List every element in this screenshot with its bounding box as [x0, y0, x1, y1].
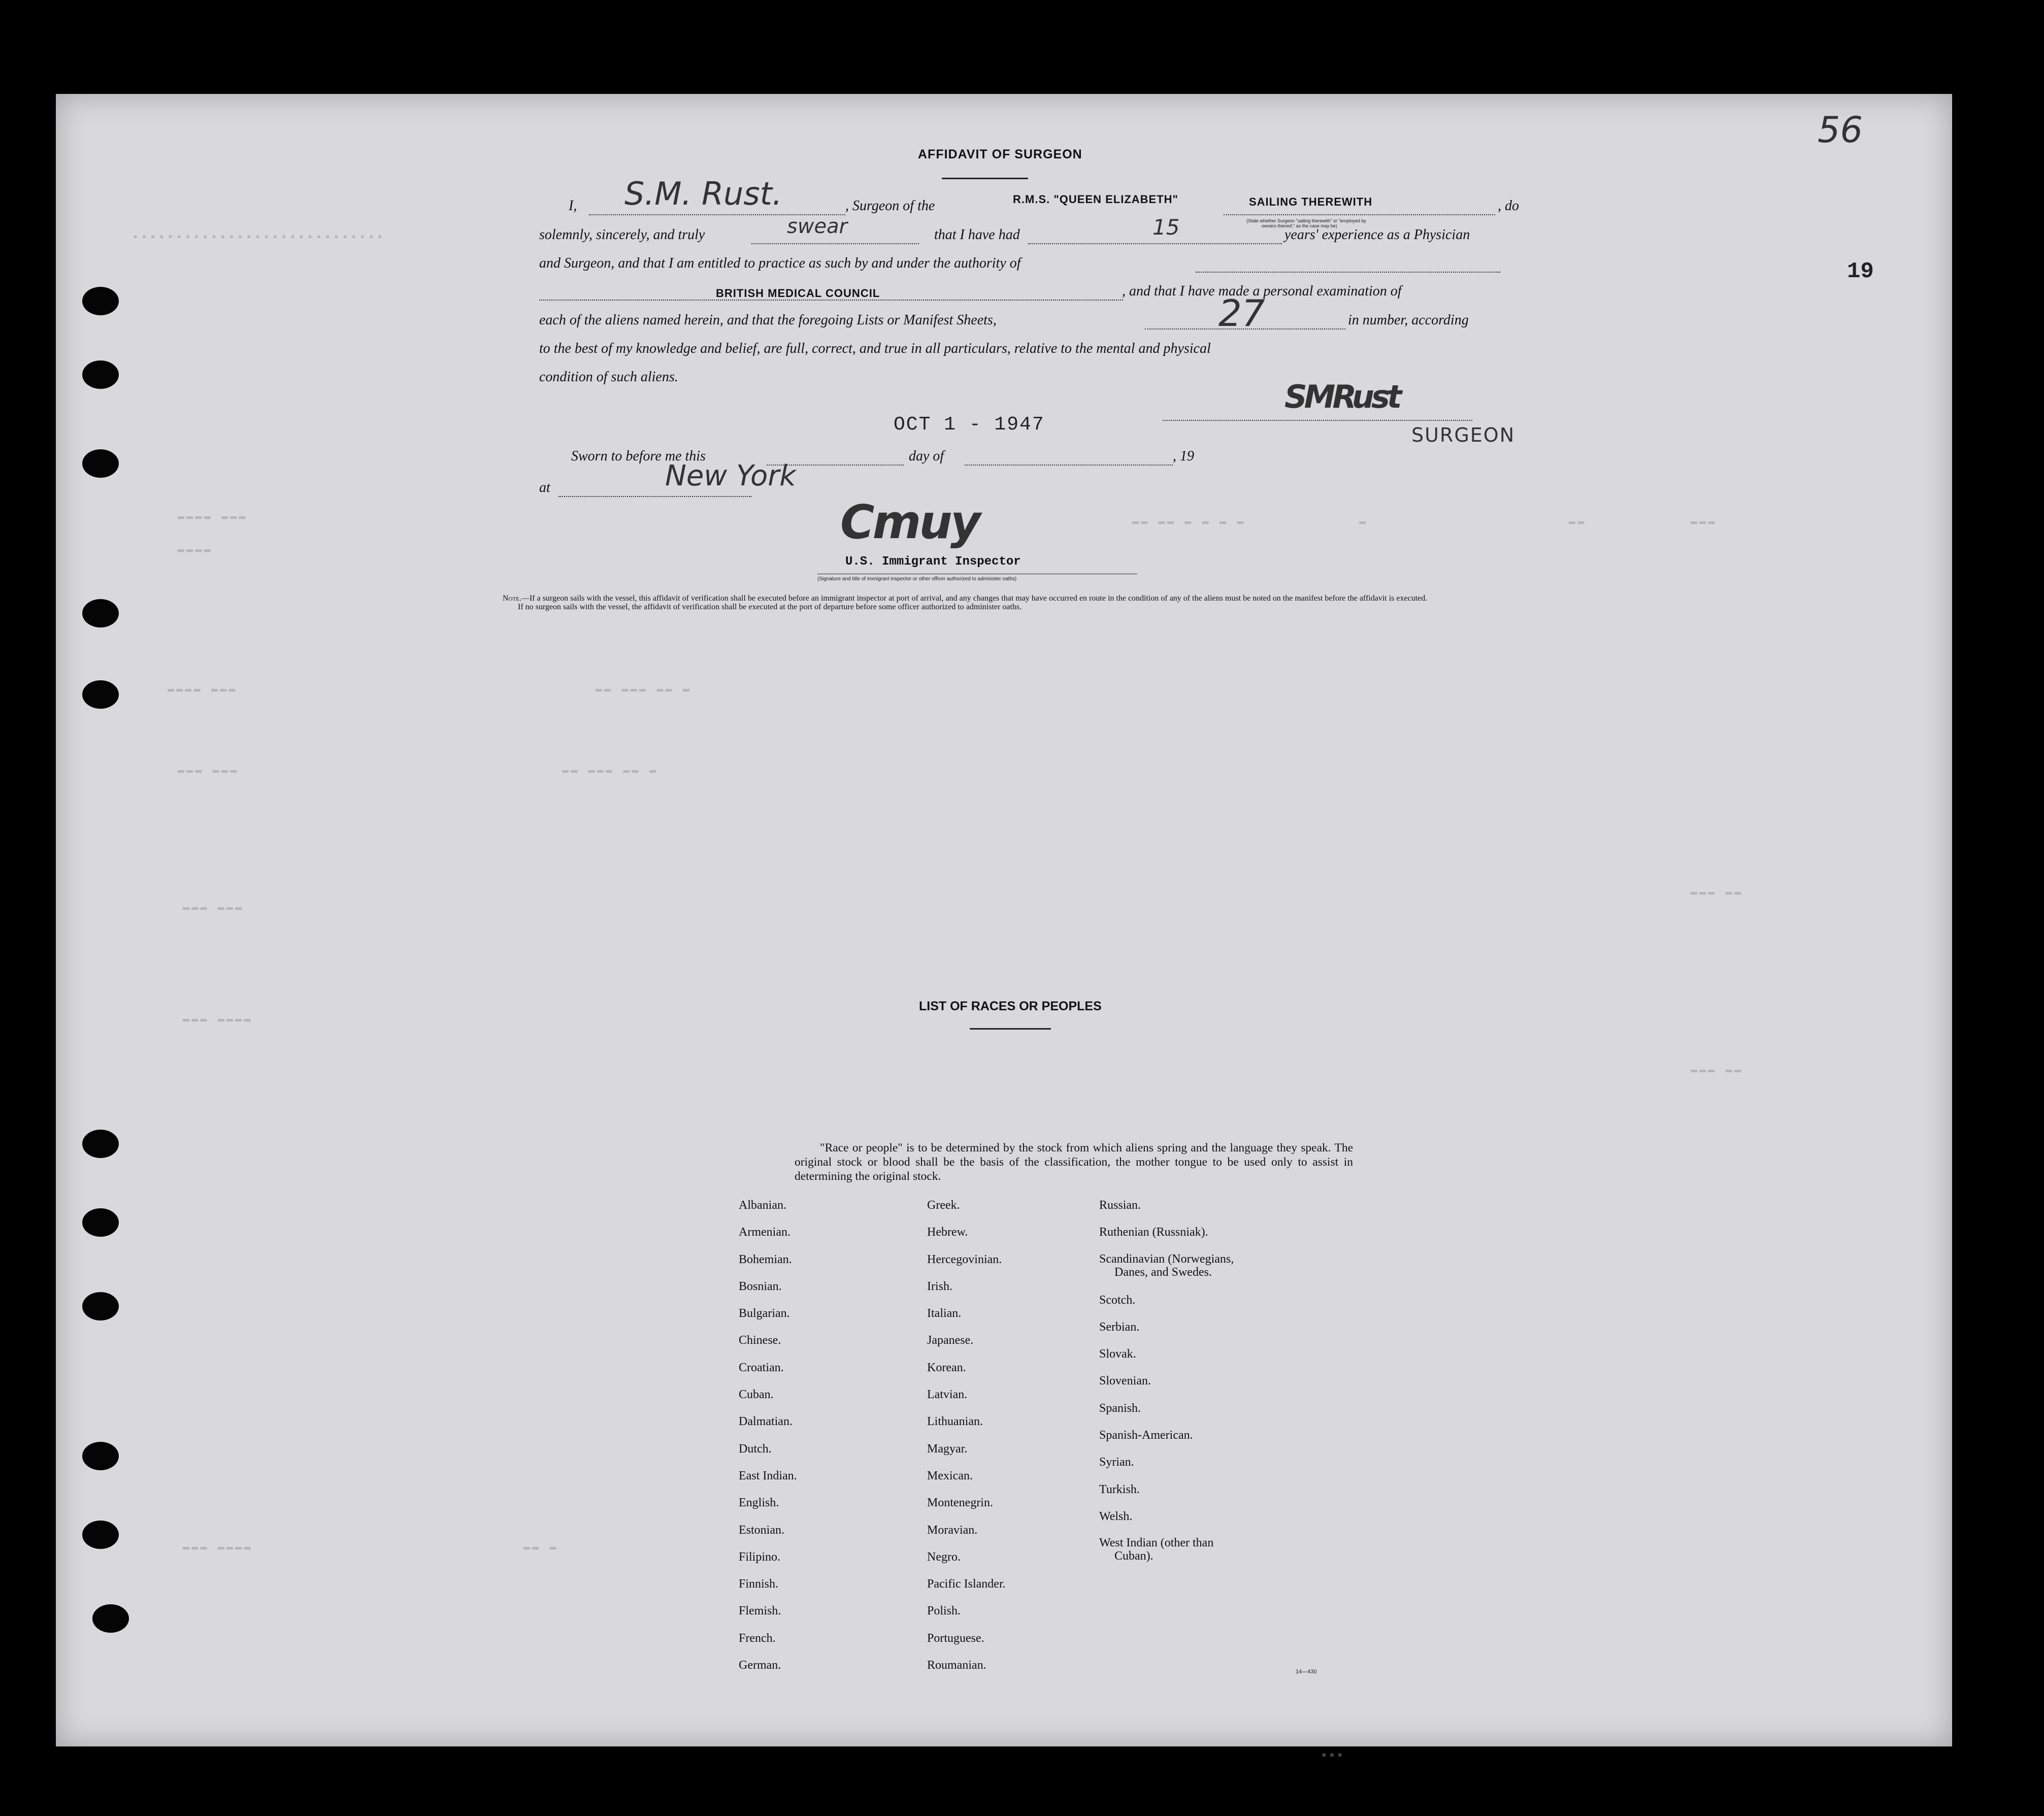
race-item: Dutch.: [739, 1442, 772, 1456]
race-item: Turkish.: [1099, 1482, 1140, 1496]
line1-surgeon-of: , Surgeon of the: [845, 198, 935, 214]
races-column-1: [739, 1198, 797, 1685]
sworn-start: Sworn to before me this: [571, 448, 706, 464]
race-item: Pacific Islander.: [927, 1577, 1006, 1591]
surgeon-signature-line: [1163, 420, 1472, 421]
race-item: Spanish-American.: [1099, 1429, 1193, 1442]
races-column-2: [927, 1198, 1006, 1685]
race-item: Cuban.: [739, 1388, 774, 1402]
punch-hole: [82, 1521, 119, 1549]
race-item-line: Cuban).: [1114, 1549, 1153, 1563]
race-item: Lithuanian.: [927, 1415, 983, 1429]
race-item: Syrian.: [1099, 1456, 1134, 1469]
race-item-line: Danes, and Swedes.: [1114, 1265, 1212, 1279]
race-item: Croatian.: [739, 1361, 784, 1374]
bleed-through-text: ▬▬▬ ▬▬▬: [183, 901, 244, 914]
note-text-2: If no surgeon sails with the vessel, the affidavit of verification shall be executed at the port of departure before some officer authorized to administer oaths.: [518, 603, 1022, 611]
punch-hole: [82, 1442, 119, 1470]
line1-do: , do: [1498, 198, 1519, 214]
punch-hole: [82, 599, 119, 628]
punch-hole: [82, 680, 119, 709]
bleed-through-text: ▬▬▬ ▬▬: [1691, 886, 1743, 899]
bleed-through-text: ▬▬▬: [1691, 515, 1717, 528]
date-stamp: OCT 1 - 1947: [894, 414, 1045, 436]
sworn-month-blank: [965, 465, 1173, 466]
race-item: Chinese.: [739, 1334, 781, 1347]
inspector-title: U.S. Immigrant Inspector: [845, 555, 1021, 569]
bleed-through-text: ▬▬▬▬ ▬▬▬: [178, 510, 248, 523]
race-item: Hercegovinian.: [927, 1252, 1002, 1266]
bottom-smudge-mark: ▪▪▪: [1320, 1748, 1344, 1763]
race-item: Irish.: [927, 1279, 952, 1293]
race-item: Spanish.: [1099, 1401, 1141, 1415]
surgeon-label: SURGEON: [1411, 424, 1515, 446]
licensing-authority: BRITISH MEDICAL COUNCIL: [716, 287, 880, 300]
race-item: Finnish.: [739, 1577, 779, 1591]
line5-start: each of the aliens named herein, and that the foregoing Lists or Manifest Sheets,: [539, 312, 997, 328]
punch-hole: [82, 287, 119, 315]
race-item: Portuguese.: [927, 1631, 984, 1645]
line2-start: solemnly, sincerely, and truly: [539, 227, 705, 243]
punch-hole: [82, 1208, 119, 1237]
race-item: Moravian.: [927, 1523, 978, 1537]
place-blank: [558, 496, 751, 497]
race-item: Serbian.: [1099, 1320, 1140, 1334]
race-item: English.: [739, 1496, 779, 1510]
races-title: LIST OF RACES OR PEOPLES: [919, 999, 1102, 1013]
punch-hole: [82, 360, 119, 389]
punch-hole: [82, 1130, 119, 1158]
race-item: Latvian.: [927, 1388, 968, 1402]
punch-hole: [92, 1604, 129, 1633]
races-title-underline: [970, 1028, 1051, 1030]
race-item: Magyar.: [927, 1442, 968, 1456]
state-note-line: (State whether Surgeon "sailing therewith" or "employed by: [1246, 218, 1366, 223]
place-handwritten: New York: [665, 459, 796, 492]
document-page: [56, 94, 1952, 1763]
race-item: French.: [739, 1631, 776, 1645]
race-item: Ruthenian (Russniak).: [1099, 1226, 1208, 1239]
surgeon-name: S.M. Rust.: [624, 175, 782, 212]
bleed-through-text: ▬▬▬ ▬▬▬▬: [183, 1013, 253, 1026]
form-number: 14—430: [1296, 1669, 1317, 1675]
race-item: Polish.: [927, 1604, 961, 1618]
bleed-through-text: ▬▬▬ ▬▬: [1691, 1064, 1743, 1076]
race-item: Dalmatian.: [739, 1415, 793, 1429]
race-item: Slovenian.: [1099, 1374, 1151, 1388]
race-item: Estonian.: [739, 1523, 784, 1537]
signature-note: (Signature and title of immigrant inspector or other officer authorized to administer oaths): [817, 576, 1017, 582]
race-item: Japanese.: [927, 1334, 974, 1347]
bleed-through-text: ▬▬▬▬ ▬▬▬ ▬▬ ▬▬▬ ▬▬ ▬: [168, 683, 692, 696]
race-item: Bohemian.: [739, 1252, 792, 1266]
sworn-day-of: day of: [909, 448, 944, 464]
races-intro: "Race or people" is to be determined by the stock from which aliens spring and the language they speak. The original stock or blood shall be the basis of the classification, the mother tongue to be used only to assist in determining the original stock.: [795, 1141, 1353, 1183]
races-column-3: [1099, 1198, 1234, 1564]
declaration-word: swear: [787, 215, 848, 238]
race-item: Korean.: [927, 1361, 966, 1374]
inspector-signature: Cmuy: [840, 495, 979, 549]
line4-end: , and that I have made a personal examination of: [1122, 283, 1402, 299]
line6: to the best of my knowledge and belief, are full, correct, and true in all particulars, relative to the mental and physical: [539, 341, 1211, 356]
authority-blank-1: [1196, 272, 1500, 273]
bleed-through-text: ▬▬▬ ▬▬▬ ▬▬ ▬▬▬ ▬▬ ▬: [178, 764, 658, 777]
affidavit-note: [503, 594, 1442, 611]
race-item: Filipino.: [739, 1550, 781, 1564]
years-experience: 15: [1152, 215, 1180, 240]
race-item: Slovak.: [1099, 1347, 1136, 1361]
punch-hole: [82, 1292, 119, 1320]
note-text: —If a surgeon sails with the vessel, this affidavit of verification shall be executed before an immigrant inspector at port of arrival, and any changes that may have occurred en route in the condition of any of the aliens must be noted on the manifest before the affidavit is executed.: [521, 594, 1428, 603]
sworn-year: , 19: [1173, 448, 1194, 464]
race-item: Mexican.: [927, 1469, 973, 1482]
sheets-count: 27: [1218, 292, 1265, 335]
bleed-through-text: ▪▪▪▪▪▪▪▪▪▪▪▪▪▪▪▪▪▪▪▪▪▪▪▪▪▪▪▪▪: [132, 231, 385, 244]
race-item-scandinavian: [1099, 1252, 1234, 1293]
affidavit-title: AFFIDAVIT OF SURGEON: [918, 147, 1082, 161]
race-item: Welsh.: [1099, 1509, 1133, 1523]
note-label: Note.: [503, 594, 521, 603]
race-item-line: West Indian (other than: [1099, 1536, 1214, 1550]
surgeon-signature: SMRust: [1284, 378, 1399, 415]
race-item-west-indian: [1099, 1536, 1234, 1563]
line5-end: in number, according: [1348, 312, 1469, 328]
corner-handwritten-number: 56: [1818, 109, 1863, 151]
race-item: Flemish.: [739, 1604, 781, 1618]
race-item: Bulgarian.: [739, 1307, 790, 1320]
line2-end: years' experience as a Physician: [1284, 227, 1470, 243]
bleed-through-text: ▬▬▬▬: [178, 543, 213, 556]
years-blank: [1028, 243, 1282, 244]
vessel-name: R.M.S. "QUEEN ELIZABETH": [1013, 193, 1178, 206]
race-item: Albanian.: [739, 1199, 786, 1212]
page-number: 19: [1847, 259, 1874, 284]
race-item: Roumanian.: [927, 1659, 986, 1672]
at-label: at: [539, 480, 550, 496]
race-item: Armenian.: [739, 1226, 790, 1239]
declaration-blank: [751, 243, 919, 244]
line7: condition of such aliens.: [539, 369, 678, 385]
race-item: Bosnian.: [739, 1279, 782, 1293]
race-item: Montenegrin.: [927, 1496, 993, 1510]
race-item: Scotch.: [1099, 1293, 1136, 1307]
sailing-blank: [1224, 214, 1495, 215]
race-item: Greek.: [927, 1199, 960, 1212]
race-item-line: Scandinavian (Norwegians,: [1099, 1252, 1234, 1266]
sailing-therewith: SAILING THEREWITH: [1249, 195, 1373, 208]
line1-prefix: I,: [569, 198, 577, 214]
punch-hole: [82, 449, 119, 478]
race-item: German.: [739, 1659, 781, 1672]
line2-mid: that I have had: [934, 227, 1020, 243]
race-item: Russian.: [1099, 1199, 1141, 1212]
title-underline: [942, 178, 1028, 179]
race-item: Italian.: [927, 1307, 962, 1320]
bleed-through-text: ▬▬ ▬▬ ▬ ▬ ▬ ▬ ▬ ▬▬: [1132, 515, 1587, 528]
state-note-line: owners thereof," as the case may be): [1262, 223, 1337, 228]
bleed-through-text: ▬▬▬ ▬▬▬▬ ▬▬ ▬: [183, 1541, 558, 1554]
race-item: Negro.: [927, 1550, 961, 1564]
race-item: Hebrew.: [927, 1226, 968, 1239]
race-item: East Indian.: [739, 1469, 797, 1482]
line3: and Surgeon, and that I am entitled to practice as such by and under the authority of: [539, 255, 1021, 271]
